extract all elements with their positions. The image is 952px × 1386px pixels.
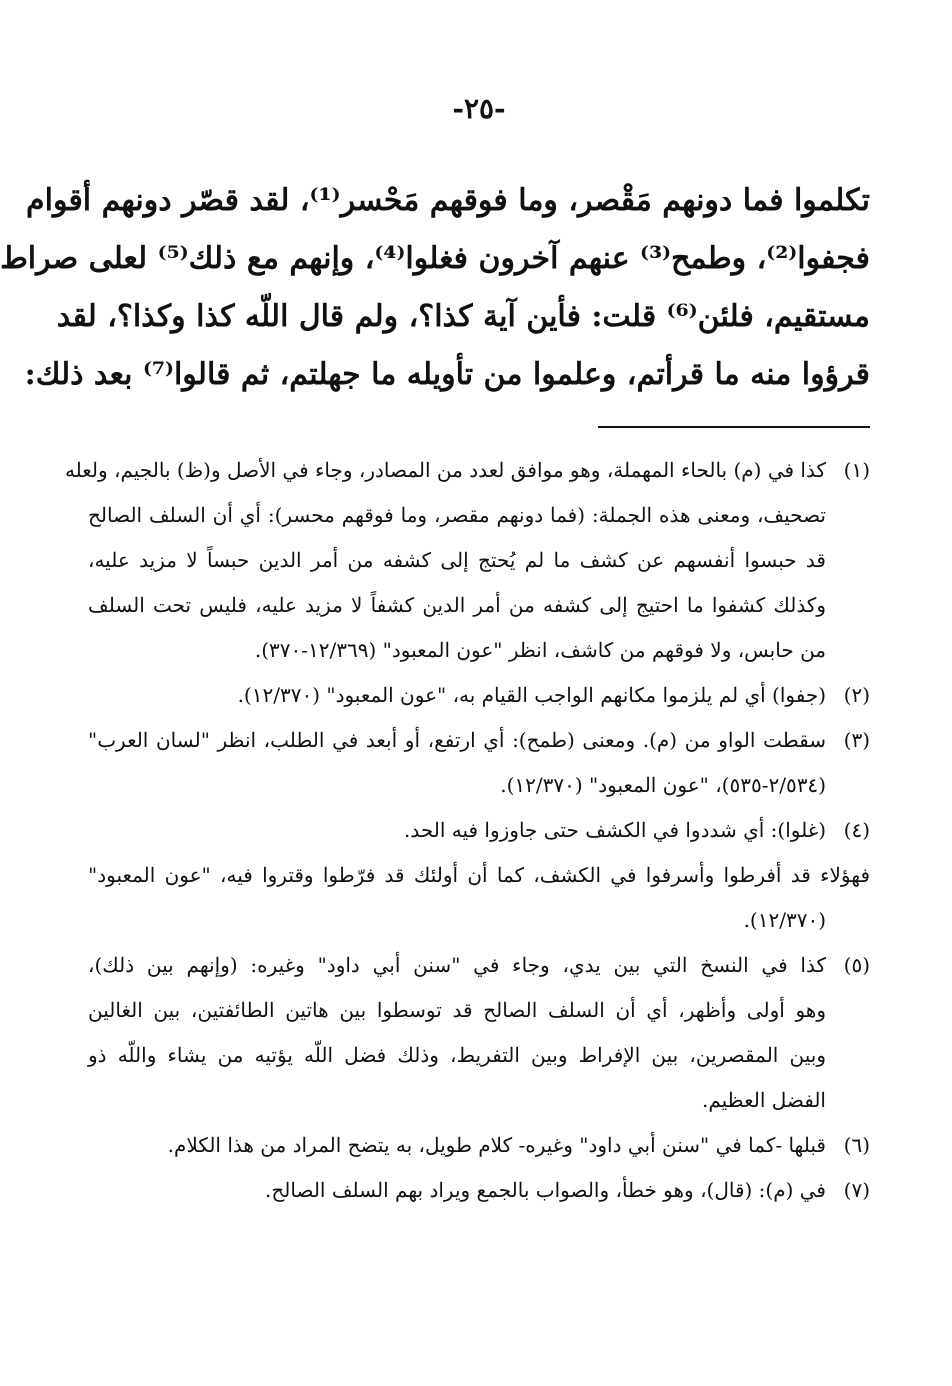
footnote-number: (٧) (843, 1178, 870, 1202)
footnote-line: قبلها -كما في "سنن أبي داود" وغيره- كلام طويل، به يتضح المراد من هذا الكلام. (167, 1133, 826, 1157)
footnote-2 (88, 673, 870, 718)
footnote-line: فهؤلاء قد أفرطوا وأسرفوا في الكشف، كما أن أولئك قد فرّطوا وقتروا فيه، "عون المعبود" (88, 863, 870, 887)
footnote-3 (88, 718, 870, 808)
footnote-number: (٥) (843, 953, 870, 977)
footnote-line: تصحيف، ومعنى هذه الجملة: (فما دونهم مقصر، وما فوقهم محسر): أي أن السلف الصالح (88, 503, 826, 527)
main-text-line: مستقيم، فلئن⁽⁶⁾ قلت: فأين آية كذا؟، ولم قال اللّه كذا وكذا؟، لقد (56, 299, 870, 334)
footnote-line: وهو أولى وأظهر، أي أن السلف الصالح قد توسطوا بين هاتين الطائفتين، بين الغالين (88, 998, 826, 1022)
footnote-line: وكذلك كشفوا ما احتيج إلى كشفه من أمر الدين كشفاً لا مزيد عليه، فليس تحت السلف (88, 593, 826, 617)
footnote-line: كذا في (م) بالحاء المهملة، وهو موافق لعدد من المصادر، وجاء في الأصل و(ظ) بالجيم، ولعله (64, 458, 826, 482)
footnote-number: (٣) (843, 728, 870, 752)
footnote-line: سقطت الواو من (م). ومعنى (طمح): أي ارتفع، أو أبعد في الطلب، انظر "لسان العرب" (88, 728, 826, 752)
main-text-line: تكلموا فما دونهم مَقْصر، وما فوقهم مَحْسر⁽¹⁾، لقد قصّر دونهم أقوام (26, 183, 870, 218)
footnote-line: (جفوا) أي لم يلزموا مكانهم الواجب القيام به، "عون المعبود" (١٢/٣٧٠). (237, 683, 826, 707)
main-text-line: قرؤوا منه ما قرأتم، وعلموا من تأويله ما جهلتم، ثم قالوا⁽⁷⁾ بعد ذلك: (24, 357, 870, 392)
footnote-continuation (88, 853, 870, 943)
footnote-number: (١) (843, 458, 870, 482)
footnote-line: كذا في النسخ التي بين يدي، وجاء في "سنن أبي داود" وغيره: (وإنهم بين ذلك)، (88, 953, 827, 977)
main-text-line: فجفوا⁽²⁾، وطمح⁽³⁾ عنهم آخرون فغلوا⁽⁴⁾، وإنهم مع ذلك⁽⁵⁾ لعلى صراط (0, 241, 870, 276)
footnote-line: من حابس، ولا فوقهم من كاشف، انظر "عون المعبود" (١٢/٣٦٩-٣٧٠). (254, 638, 826, 662)
footnote-line: وبين المقصرين، بين الإفراط وبين التفريط، وذلك فضل اللّه يؤتيه من يشاء واللّه ذو (88, 1043, 826, 1067)
footnote-5 (88, 943, 870, 1123)
page-number: -٢٥- (452, 92, 506, 125)
footnote-7 (88, 1168, 870, 1213)
footnote-line: في (م): (قال)، وهو خطأ، والصواب بالجمع ويراد بهم السلف الصالح. (265, 1178, 826, 1202)
main-text (0, 172, 870, 404)
footnote-4 (88, 808, 870, 853)
footnote-6 (88, 1123, 870, 1168)
footnote-1 (64, 448, 870, 673)
footnote-line: (٢/٥٣٤-٥٣٥)، "عون المعبود" (١٢/٣٧٠). (500, 773, 826, 797)
footnote-line: الفضل العظيم. (701, 1088, 826, 1112)
footnote-line: (١٢/٣٧٠). (743, 908, 826, 932)
footnote-line: قد حبسوا أنفسهم عن كشف ما لم يُحتج إلى كشفه من أمر الدين حبساً لا مزيد عليه، (88, 548, 826, 572)
footnote-number: (٦) (843, 1133, 870, 1157)
footnote-separator (598, 426, 870, 428)
footnote-line: (غلوا): أي شددوا في الكشف حتى جاوزوا فيه الحد. (403, 818, 826, 842)
footnote-number: (٤) (843, 818, 870, 842)
footnotes (64, 448, 870, 1213)
footnote-number: (٢) (843, 683, 870, 707)
